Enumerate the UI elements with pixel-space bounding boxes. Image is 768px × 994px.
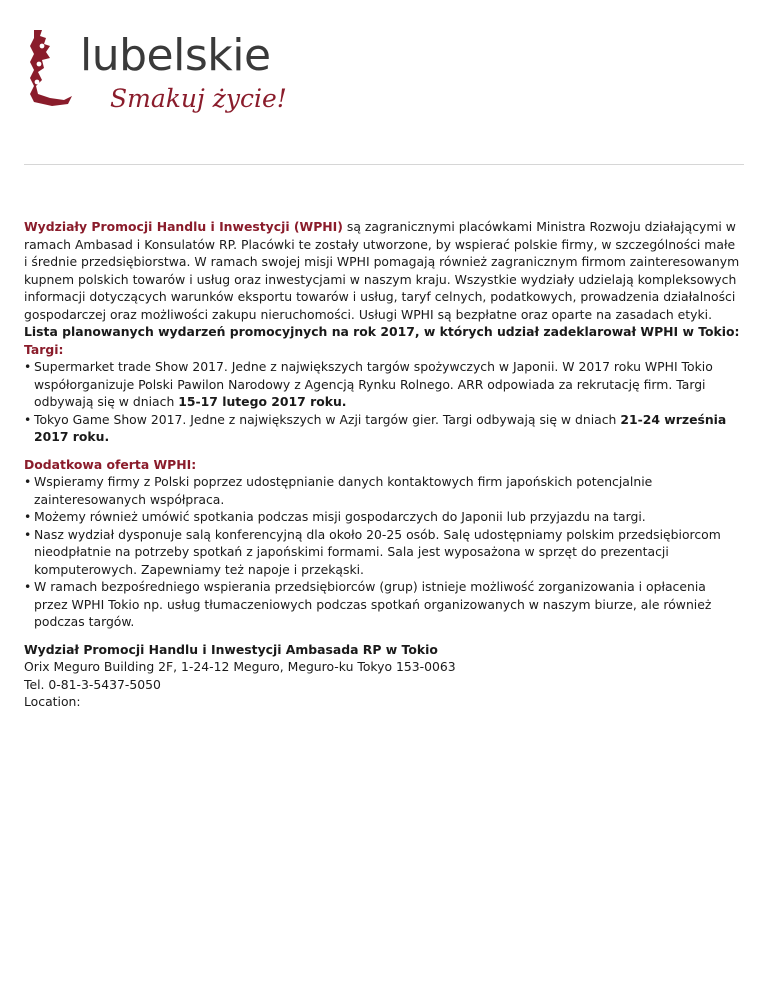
intro-paragraph [24,218,740,323]
list-item-text: Tokyo Game Show 2017. Jedne z największych w Azji targów gier. Targi odbywają się w dniach [34,411,621,427]
list-item: • Wspieramy firmy z Polski poprzez udostępnianie danych kontaktowych firm japońskich potencjalnie zainteresowanych współpraca. [24,473,740,508]
brand-tagline: Smakuj życie! [110,84,287,113]
intro-text: są zagranicznymi placówkami Ministra Rozwoju działającymi w ramach Ambasad i Konsulatów RP. Placówki te zostały utworzone, by wspierać polskie firmy, w szczególności małe i średnie przedsiębiorstwa. W ramach swojej misji WPHI pomagają również zagranicznym firmom zainteresowanym kupnem polskich towarów i usług oraz inwestycjami w naszym kraju. Wszystkie wydziały udzielają kompleksowych informacji dotyczących warunków eksportu towarów i usług, taryf celnych, podatkowych, prowadzenia działalności gospodarczej oraz możliwości zakupu nieruchomości. Usługi WPHI są bezpłatne oraz oparte na zasadach etyki. [24,219,740,322]
article-body [24,218,740,711]
contact-address: Orix Meguro Building 2F, 1-24-12 Meguro, Meguro-ku Tokyo 153-0063 [24,659,456,674]
lubelskie-logo-icon [28,28,74,108]
list-item: • Możemy również umówić spotkania podczas misji gospodarczych do Japonii lub przyjazdu na targi. [24,508,740,526]
fairs-list [24,358,740,446]
header-divider [24,164,744,165]
events-heading: Lista planowanych wydarzeń promocyjnych na rok 2017, w których udział zadeklarował WPHI w Tokio: [24,324,740,339]
list-item [24,411,740,446]
list-item-text: Supermarket trade Show 2017. Jedne z największych targów spożywczych w Japonii. W 2017 roku WPHI Tokio współorganizuje Polski Pawilon Narodowy z Agencją Rynku Rolnego. ARR odpowiada za rekrutację firm. Targi odbywają się w dniach [34,359,713,409]
intro-lead: Wydziały Promocji Handlu i Inwestycji (WPHI) [24,219,343,234]
contact-phone: Tel. 0-81-3-5437-5050 [24,676,161,692]
list-item-date: 15-17 lutego 2017 roku. [178,394,347,409]
location-label: Location: [24,694,81,709]
offer-list [24,473,740,631]
site-header [24,24,287,124]
list-item-date: 21-24 września 2017 roku. [34,411,727,444]
fairs-heading: Targi: [24,341,64,357]
list-item: • W ramach bezpośredniego wspierania przedsiębiorców (grup) istnieje możliwość zorganizowania i opłacenia przez WPHI Tokio np. usług tłumaczeniowych podczas spotkań organizowanych w naszym biurze, ale również podczas targów. [24,578,740,631]
list-item [24,358,740,411]
offer-heading: Dodatkowa oferta WPHI: [24,456,197,472]
brand-name: lubelskie [80,30,271,81]
contact-title: Wydział Promocji Handlu i Inwestycji Ambasada RP w Tokio [24,641,438,657]
list-item: • Nasz wydział dysponuje salą konferencyjną dla około 20-25 osób. Salę udostępniamy polskim przedsiębiorcom nieodpłatnie na potrzeby spotkań z japońskimi formami. Sala jest wyposażona w sprzęt do prezentacji komputerowych. Zapewniamy też napoje i przekąski. [24,526,740,579]
